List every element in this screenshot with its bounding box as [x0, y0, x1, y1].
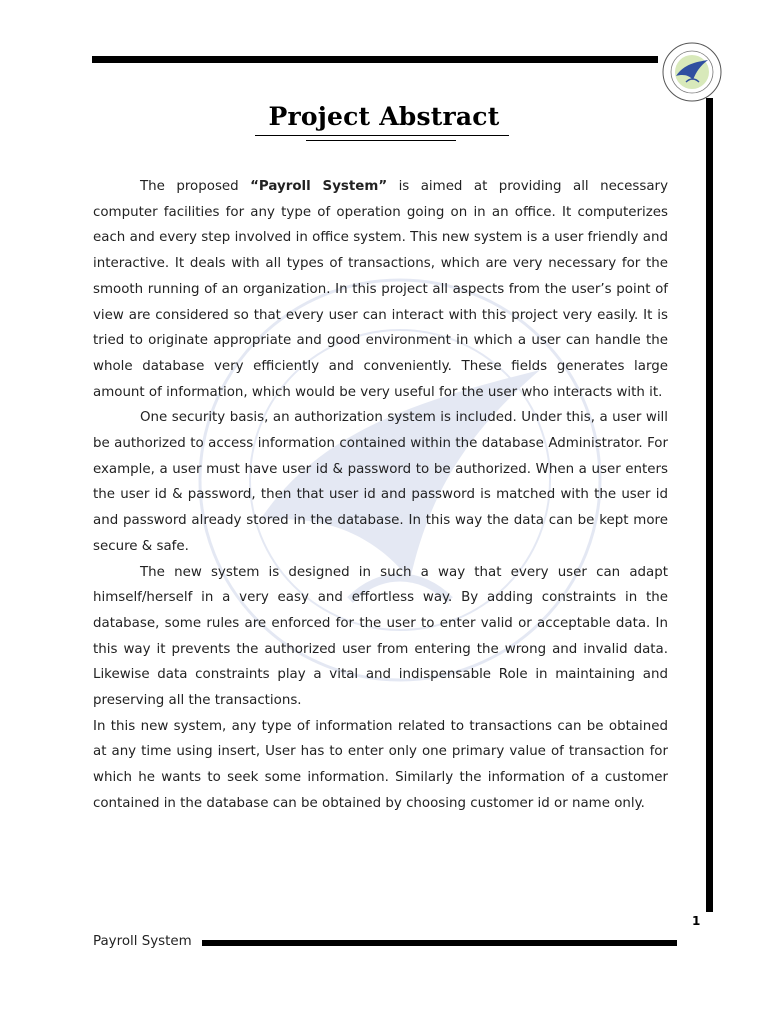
- paragraph-4: In this new system, any type of information related to transactions can be obtained at any time using insert, User has to enter only one primary value of transaction for which he wants to seek some information. Similarly the information of a customer contained in the database can be obtained by choosing customer id or name only.: [93, 718, 668, 811]
- page-number: 1: [692, 914, 701, 928]
- title-underline-short: [306, 140, 456, 141]
- right-margin-rule: [706, 98, 713, 912]
- abstract-body: [93, 174, 668, 817]
- paragraph-3: The new system is designed in such a way that every user can adapt himself/herself in a very easy and effortless way. By adding constraints in the database, some rules are enforced for the user to enter valid or acceptable data. In this way it prevents the authorized user from entering the wrong and invalid data. Likewise data constraints play a vital and indispensable Role in maintaining and preserving all the transactions.: [93, 564, 668, 709]
- footer-rule: [202, 940, 677, 946]
- paragraph-1-rest: is aimed at providing all necessary computer facilities for any type of operation going on in an office. It computerizes each and every step involved in office system. This new system is a user friendly and interactive. It deals with all types of transactions, which are very necessary for the smooth running of an organization. In this project all aspects from the user’s point of view are considered so that every user can interact with this project very easily. It is tried to originate appropriate and good environment in which a user can handle the whole database very efficiently and conveniently. These fields generates large amount of information, which would be very useful for the user who interacts with it.: [93, 179, 668, 400]
- paragraph-1-lead: The proposed: [140, 179, 251, 194]
- paragraph-2: One security basis, an authorization system is included. Under this, a user will be authorized to access information contained within the database Administrator. For example, a user must have user id & password to be authorized. When a user enters the user id & password, then that user id and password is matched with the user id and password already stored in the database. In this way the data can be kept more secure & safe.: [93, 410, 668, 554]
- paragraph-1: [93, 174, 668, 405]
- page-title: Project Abstract: [268, 102, 500, 131]
- header-rule: [92, 56, 658, 63]
- paragraph-1-emphasis: “Payroll System”: [250, 179, 388, 194]
- title-underline: [255, 135, 509, 136]
- footer-label: Payroll System: [93, 934, 192, 949]
- college-logo: [662, 42, 722, 102]
